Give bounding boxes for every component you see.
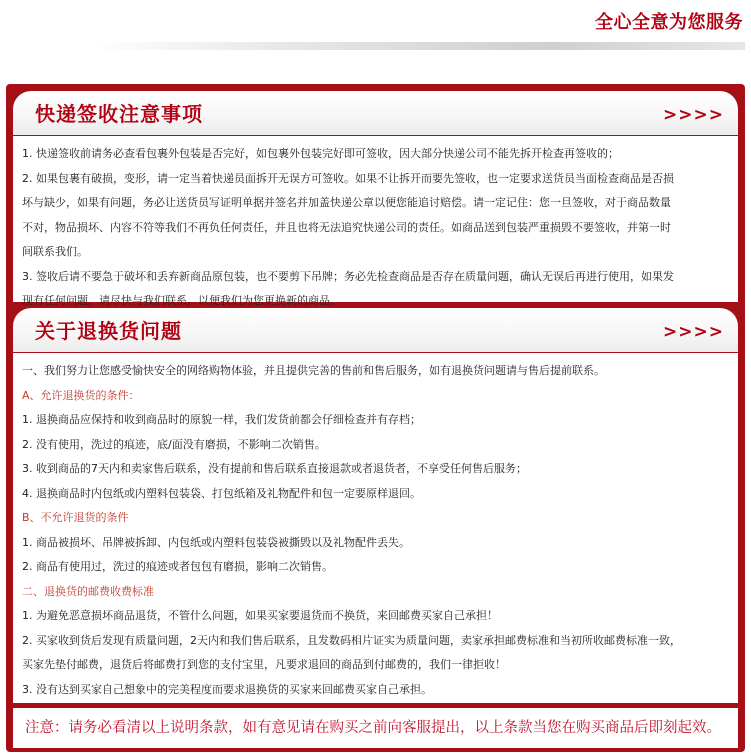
top-banner xyxy=(0,0,751,56)
returns-line: 一、我们努力让您感受愉快安全的网络购物体验，并且提供完善的售前和售后服务，如有退换货问题请与售后提前联系。 xyxy=(22,364,605,377)
returns-line: 1. 退换商品应保持和收到商品时的原貌一样，我们发货前都会仔细检查并有存档； xyxy=(22,413,421,426)
returns-arrows-icon: >>>> xyxy=(663,322,724,342)
returns-line: 3. 没有达到买家自己想象中的完美程度而要求退换货的买家来回邮费买家自己承担。 xyxy=(22,682,432,696)
returns-line: 2. 买家收到货后发现有质量问题，2天内和我们售后联系，且发数码相片证实为质量问题，卖家承担邮费标准和当初所收邮费标准一致， xyxy=(22,633,681,647)
delivery-line: 间联系我们。 xyxy=(22,245,88,258)
terms-notice: 注意：请务必看清以上说明条款，如有意见请在购买之前向客服提出，以上条款当您在购买商品后即刻起效。 xyxy=(13,708,738,748)
returns-line: 1. 商品被损坏、吊牌被拆卸、内包纸或内塑料包装袋被撕毁以及礼物配件丢失。 xyxy=(22,535,410,549)
delivery-arrows-icon: >>>> xyxy=(663,105,724,125)
returns-subheading: A、允许退换货的条件： xyxy=(22,388,140,402)
delivery-section-title: 快递签收注意事项 xyxy=(35,102,203,126)
service-slogan: 全心全意为您服务 xyxy=(595,12,743,33)
returns-line: 2. 商品有使用过，洗过的痕迹或者包包有磨损，影响二次销售。 xyxy=(22,560,333,573)
decorative-gradient-bar xyxy=(90,42,745,50)
delivery-line: 坏与缺少，如果有问题，务必让送货员写证明单据并签名并加盖快递公章以便您能追讨赔偿。请一定记住：您一旦签收，对于商品数量 xyxy=(22,196,671,209)
delivery-section-panel xyxy=(13,136,738,307)
returns-section-panel xyxy=(13,353,738,703)
delivery-line: 2. 如果包裹有破损，变形，请一定当着快递员面拆开无误方可签收。如果不让拆开而要先签收，也一定要求送货员当面检查商品是否损 xyxy=(22,171,674,185)
delivery-section-header xyxy=(13,91,738,135)
returns-line: 4. 退换商品时内包纸或内塑料包装袋、打包纸箱及礼物配件和包一定要原样退回。 xyxy=(22,486,421,500)
returns-section-title: 关于退换货问题 xyxy=(35,319,182,343)
returns-line: 1. 为避免恶意损坏商品退货，不管什么问题，如果买家要退货而不换货，来回邮费买家自己承担！ xyxy=(22,609,498,622)
delivery-line: 3. 签收后请不要急于破坏和丢弃新商品原包装，也不要剪下吊牌；务必先检查商品是否存在质量问题，确认无误后再进行使用，如果发 xyxy=(22,269,674,283)
delivery-line: 不对，物品损坏、内容不符等我们不再负任何责任，并且也将无法追究快递公司的责任。如商品送到包装严重损毁不要签收，并第一时 xyxy=(22,220,671,234)
returns-line: 3. 收到商品的7天内和卖家售后联系，没有提前和售后联系直接退款或者退货者，不享受任何售后服务； xyxy=(22,462,527,475)
returns-line: 2. 没有使用，洗过的痕迹，底/面没有磨损，不影响二次销售。 xyxy=(22,437,326,451)
returns-line: 买家先垫付邮费，退货后将邮费打到您的支付宝里，凡要求退回的商品到付邮费的，我们一律拒收！ xyxy=(22,658,506,671)
returns-section-header xyxy=(13,308,738,352)
delivery-line: 现有任何问题，请尽快与我们联系，以便我们为您更换新的商品。 xyxy=(22,294,341,307)
returns-subheading: 二、退换货的邮费收费标准 xyxy=(22,584,154,598)
returns-subheading: B、不允许退货的条件 xyxy=(22,511,129,524)
delivery-line: 1. 快递签收前请务必查看包裹外包装是否完好，如包裹外包装完好即可签收，因大部分快递公司不能先拆开检查再签收的； xyxy=(22,147,619,160)
